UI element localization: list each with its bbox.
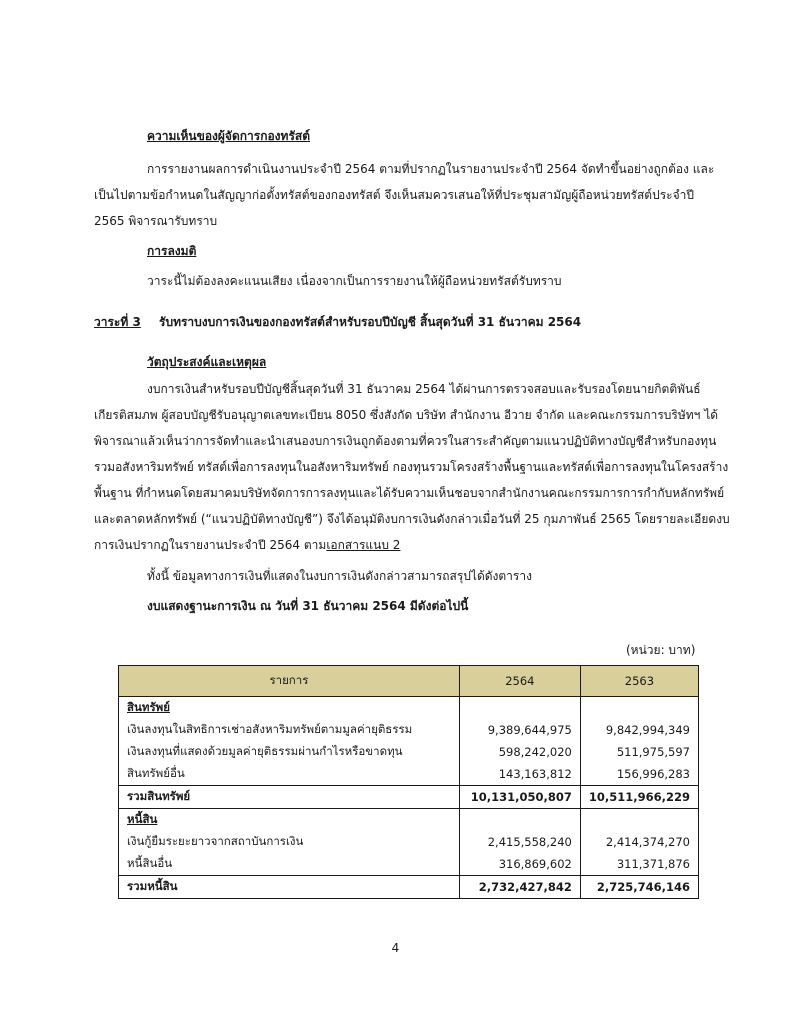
assets-heading-row [119,697,699,720]
row-label: เงินลงทุนที่แสดงด้วยมูลค่ายุติธรรมผ่านกำไรหรือขาดทุน [119,741,460,763]
row-label: สินทรัพย์อื่น [119,763,460,786]
resolution-text: วาระนี้ไม่ต้องลงคะแนนเสียง เนื่องจากเป็นการรายงานให้ผู้ถือหน่วยทรัสต์รับทราบ [147,274,562,288]
liabilities-total-row [119,876,699,899]
assets-total-row [119,786,699,809]
agenda-3-label: วาระที่ 3 [94,315,141,329]
empty-cell [580,697,698,720]
row-value-2563: 311,371,876 [580,853,698,876]
row-label: เงินลงทุนในสิทธิการเช่าอสังหาริมทรัพย์ตามมูลค่ายุติธรรม [119,719,460,741]
row-value-2563: 9,842,994,349 [580,719,698,741]
resolution-heading: การลงมติ [147,244,197,258]
objective-line-7-text: การเงินปรากฏในรายงานประจำปี 2564 ตาม [94,538,327,552]
row-value-2563: 2,414,374,270 [580,831,698,853]
liabilities-total-label: รวมหนี้สิน [119,876,460,899]
row-value-2564: 598,242,020 [459,741,580,763]
assets-total-2564: 10,131,050,807 [459,786,580,809]
row-value-2563: 156,996,283 [580,763,698,786]
row-value-2564: 316,869,602 [459,853,580,876]
table-row [119,831,699,853]
header-item: รายการ [119,666,460,697]
agenda-3-title: รับทราบงบการเงินของกองทรัสต์สำหรับรอบปีบัญชี สิ้นสุดวันที่ 31 ธันวาคม 2564 [159,315,582,329]
row-value-2564: 143,163,812 [459,763,580,786]
manager-opinion-heading: ความเห็นของผู้จัดการกองทรัสต์ [147,129,311,143]
page-number: 4 [391,941,400,955]
table-title: งบแสดงฐานะการเงิน ณ วันที่ 31 ธันวาคม 2564 มีดังต่อไปนี้ [147,599,469,613]
row-label: หนี้สินอื่น [119,853,460,876]
table-header-row [119,666,699,697]
row-value-2563: 511,975,597 [580,741,698,763]
attachment-2-link[interactable]: เอกสารแนบ 2 [326,538,401,552]
liabilities-heading-row [119,809,699,832]
table-row [119,763,699,786]
row-value-2564: 2,415,558,240 [459,831,580,853]
liabilities-heading: หนี้สิน [119,809,460,832]
objective-line-3: พิจารณาแล้วเห็นว่าการจัดทำและนำเสนองบการเงินถูกต้องตามที่ควรในสาระสำคัญตามแนวปฏิบัติทางบัญชีสำหรับกองทุน [94,434,717,448]
objective-line-6: และตลาดหลักทรัพย์ (“แนวปฏิบัติทางบัญชี”) จึงได้อนุมัติงบการเงินดังกล่าวเมื่อวันที่ 25 กุมภาพันธ์ 2565 โดยรายละเอียดงบ [94,512,730,526]
header-2564: 2564 [459,666,580,697]
empty-cell [580,809,698,832]
header-2563: 2563 [580,666,698,697]
financial-position-table [118,665,699,899]
assets-total-label: รวมสินทรัพย์ [119,786,460,809]
unit-label: (หน่วย: บาท) [626,643,696,657]
summary-text: ทั้งนี้ ข้อมูลทางการเงินที่แสดงในงบการเงินดังกล่าวสามารถสรุปได้ดังตาราง [147,569,532,583]
manager-opinion-line-3: 2565 พิจารณารับทราบ [94,214,218,228]
table-row [119,741,699,763]
manager-opinion-line-1: การรายงานผลการดำเนินงานประจำปี 2564 ตามที่ปรากฏในรายงานประจำปี 2564 จัดทำขึ้นอย่างถูกต้อง และ [147,162,715,176]
objective-heading: วัตถุประสงค์และเหตุผล [147,355,267,369]
row-value-2564: 9,389,644,975 [459,719,580,741]
table-row [119,719,699,741]
objective-line-4: รวมอสังหาริมทรัพย์ ทรัสต์เพื่อการลงทุนในอสังหาริมทรัพย์ กองทุนรวมโครงสร้างพื้นฐานและทรัสต์เพื่อการลงทุนในโครงสร้าง [94,460,729,474]
empty-cell [459,809,580,832]
assets-heading: สินทรัพย์ [119,697,460,720]
manager-opinion-line-2: เป็นไปตามข้อกำหนดในสัญญาก่อตั้งทรัสต์ของกองทรัสต์ จึงเห็นสมควรเสนอให้ที่ประชุมสามัญผู้ถือหน่วยทรัสต์ประจำปี [94,188,694,202]
objective-line-5: พื้นฐาน ที่กำหนดโดยสมาคมบริษัทจัดการการลงทุนและได้รับความเห็นชอบจากสำนักงานคณะกรรมการการกำกับหลักทรัพย์ [94,486,725,500]
objective-line-2: เกียรติสมภพ ผู้สอบบัญชีรับอนุญาตเลขทะเบียน 8050 ซึ่งสังกัด บริษัท สำนักงาน อีวาย จำกัด และคณะกรรมการบริษัทฯ ได้ [94,408,719,422]
liabilities-total-2563: 2,725,746,146 [580,876,698,899]
objective-line-1: งบการเงินสำหรับรอบปีบัญชีสิ้นสุดวันที่ 31 ธันวาคม 2564 ได้ผ่านการตรวจสอบและรับรองโดยนายกิตติพันธ์ [147,382,701,396]
liabilities-total-2564: 2,732,427,842 [459,876,580,899]
empty-cell [459,697,580,720]
objective-line-7 [94,537,400,553]
table-row [119,853,699,876]
row-label: เงินกู้ยืมระยะยาวจากสถาบันการเงิน [119,831,460,853]
assets-total-2563: 10,511,966,229 [580,786,698,809]
